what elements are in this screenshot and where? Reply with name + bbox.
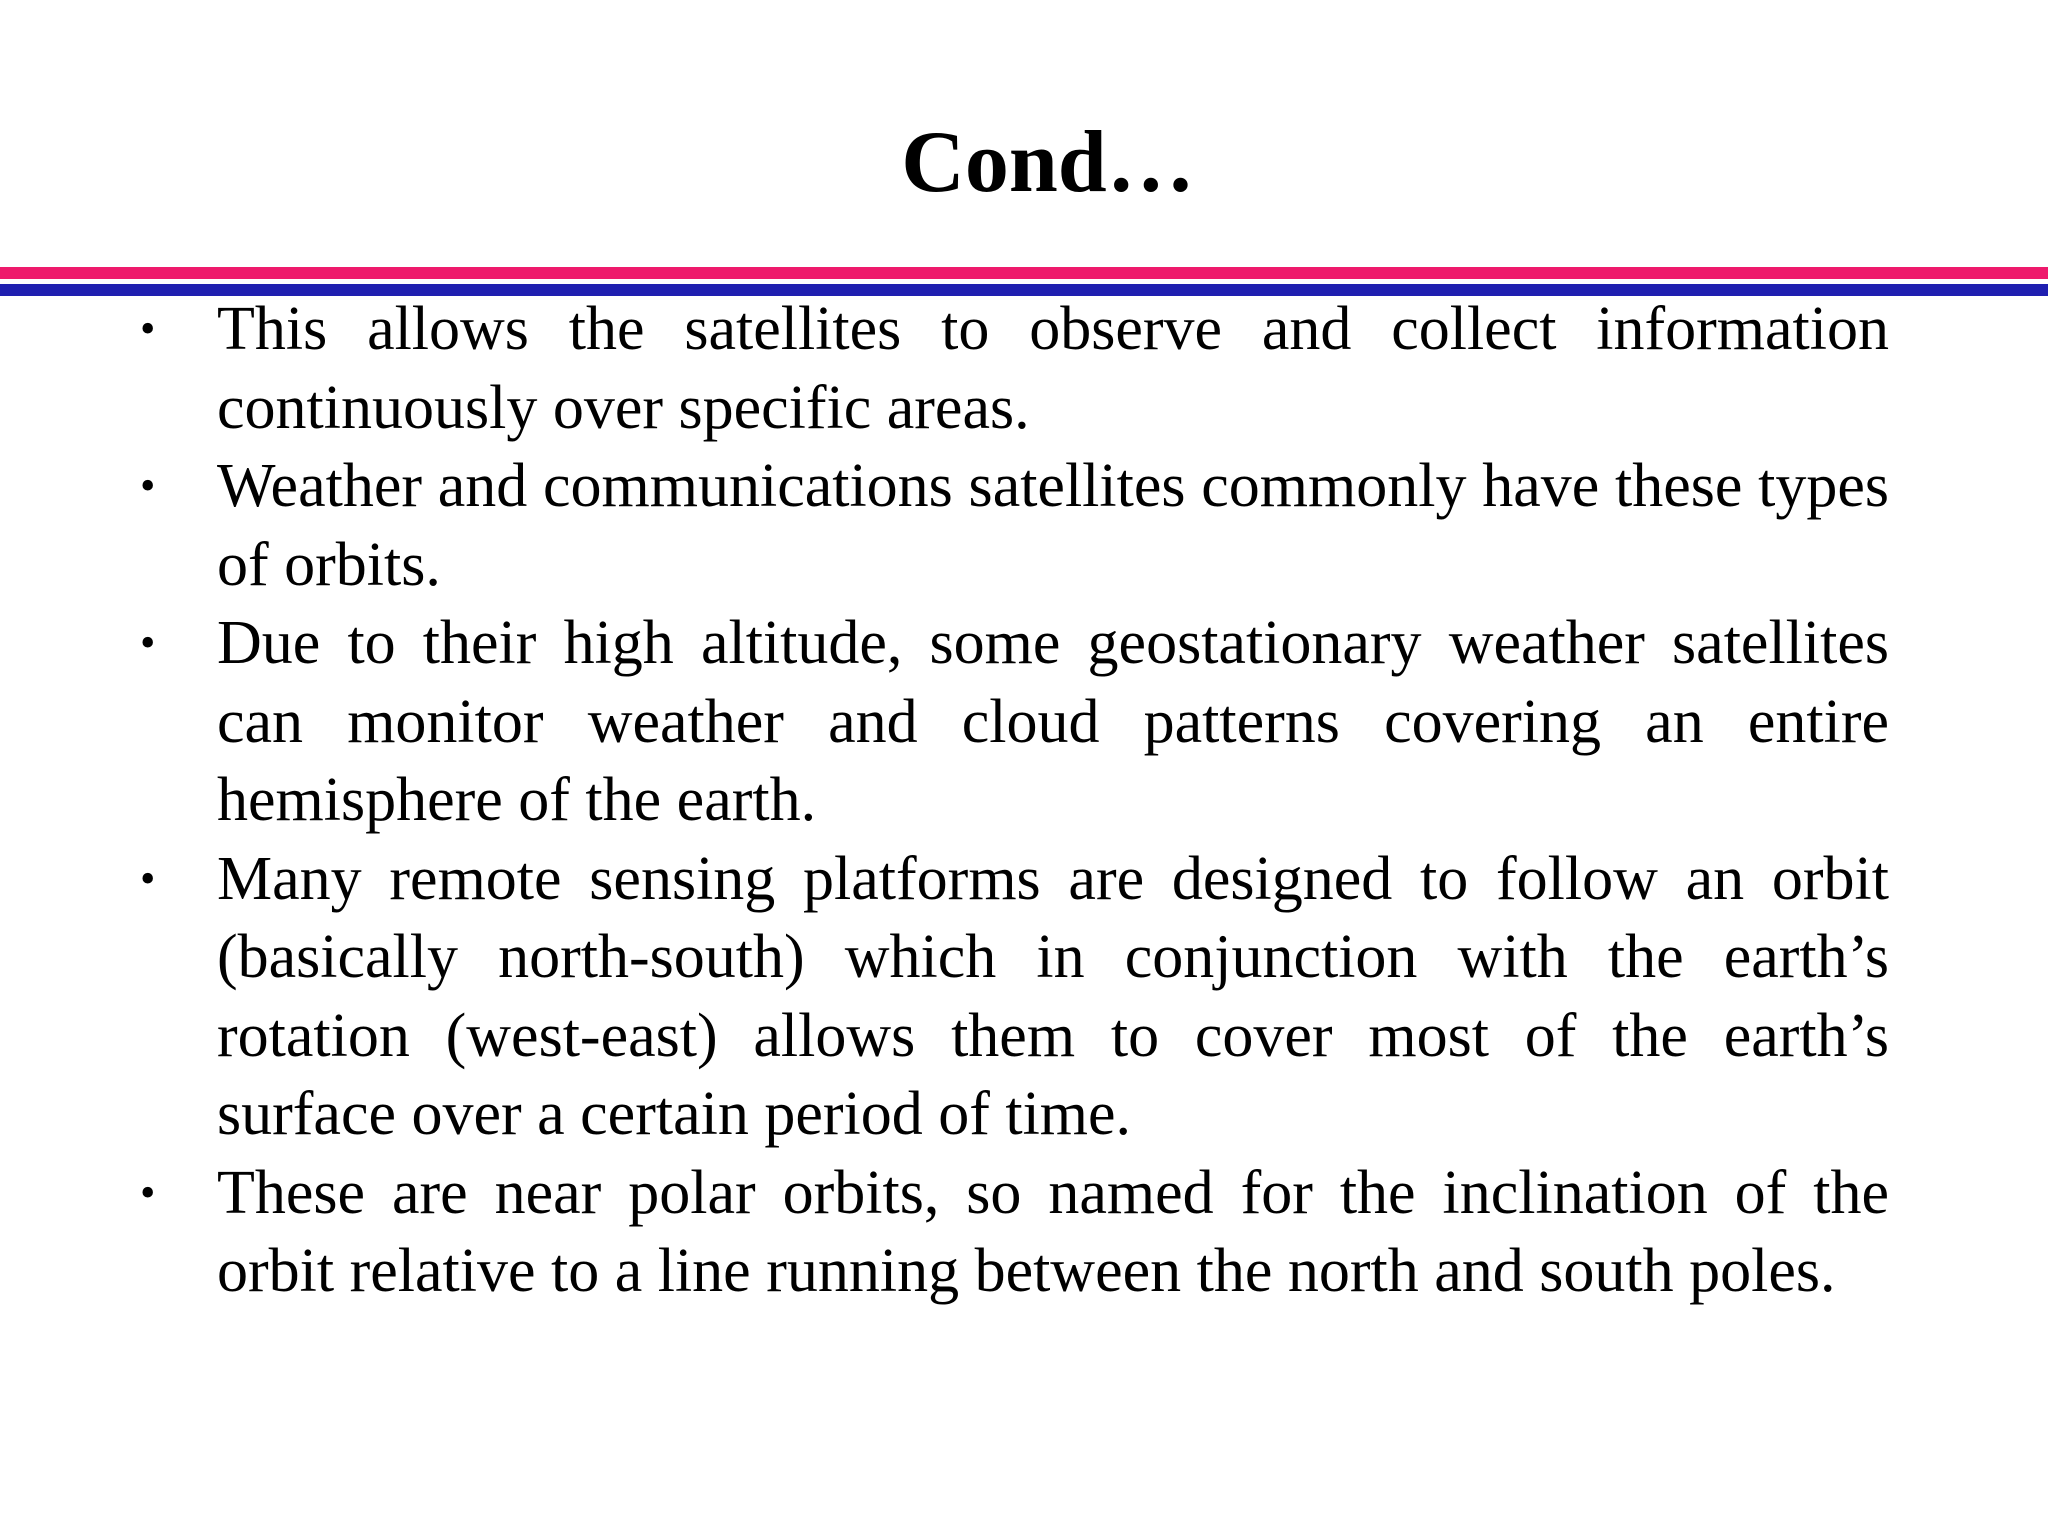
bullet-text: These are near polar orbits, so named for the inclination of the orbit relative to a line running between the north and south poles. (217, 1158, 1889, 1305)
bullet-item (134, 840, 1889, 1154)
bullet-item (134, 604, 1889, 840)
pink-divider-rule (0, 267, 2048, 279)
bullet-text: Many remote sensing platforms are designed to follow an orbit (basically north-south) which in conjunction with the earth’s rotation (west-east) allows them to cover most of the earth’s surface over a certain period of time. (217, 844, 1889, 1148)
bullet-text: Due to their high altitude, some geostationary weather satellites can monitor weather and cloud patterns covering an entire hemisphere of the earth. (217, 609, 1889, 834)
bullet-dot-icon: • (140, 853, 156, 903)
bullet-dot-icon: • (140, 1167, 156, 1217)
bullet-list (134, 290, 1889, 1311)
bullet-item (134, 447, 1889, 604)
bullet-text: This allows the satellites to observe and collect information continuously over specific areas. (217, 295, 1889, 442)
bullet-item (134, 1154, 1889, 1311)
bullet-item (134, 290, 1889, 447)
bullet-dot-icon: • (140, 461, 156, 510)
slide-title: Cond… (901, 114, 1195, 211)
bullet-dot-icon: • (140, 618, 156, 667)
bullet-dot-icon: • (140, 304, 156, 353)
bullet-text: Weather and communications satellites commonly have these types of orbits. (217, 452, 1889, 599)
